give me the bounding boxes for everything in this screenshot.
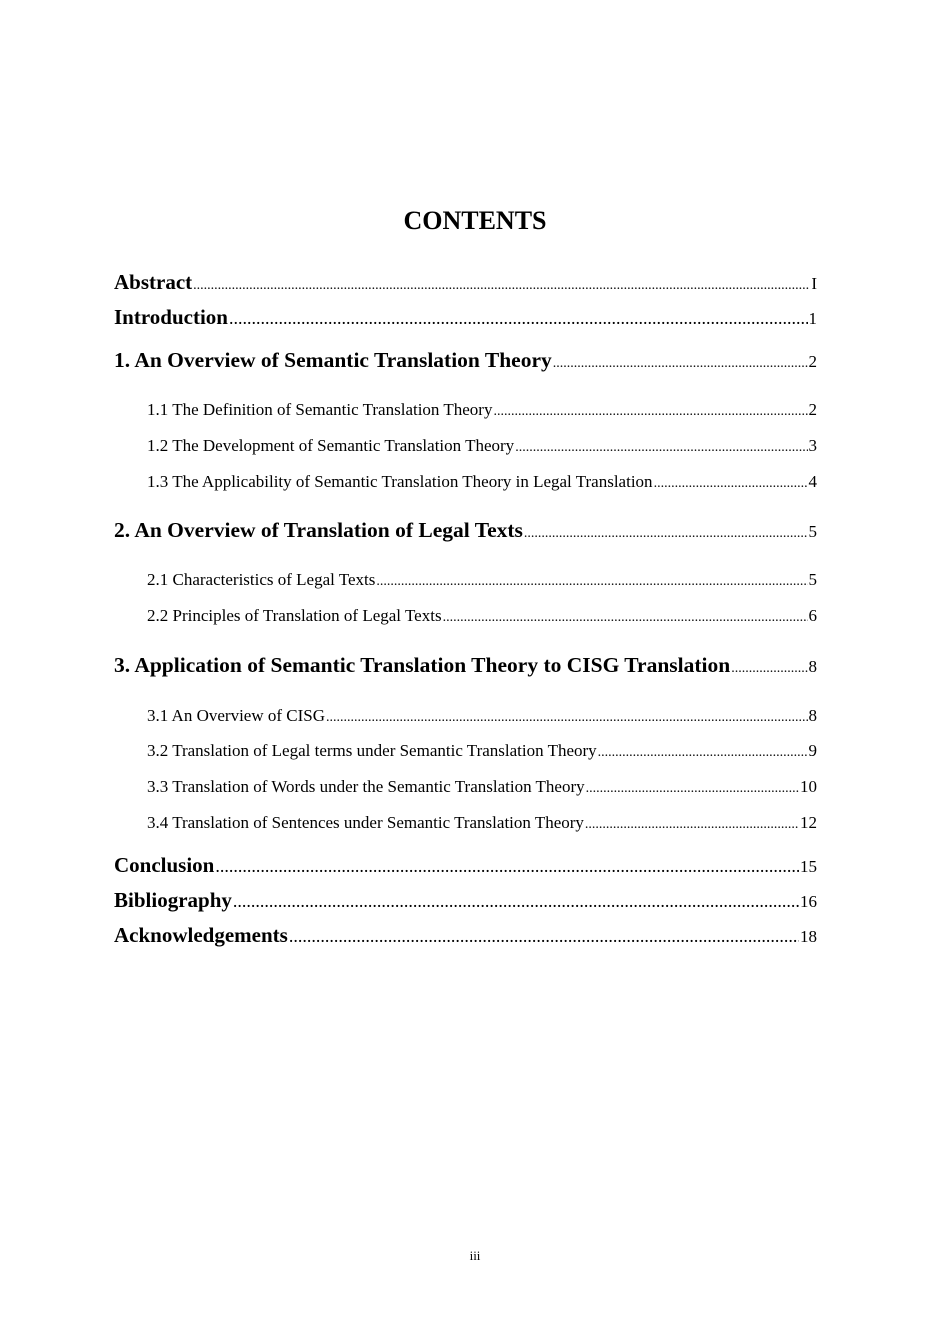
toc-entry-title: 3.1 An Overview of CISG bbox=[147, 706, 326, 725]
toc-entry-introduction[interactable] bbox=[114, 305, 817, 330]
dot-leader bbox=[233, 891, 799, 912]
toc-entry-chapter-2[interactable] bbox=[114, 518, 817, 543]
toc-entry-page: 5 bbox=[808, 522, 817, 541]
dot-leader bbox=[524, 526, 808, 542]
toc-entry-page: 2 bbox=[808, 400, 817, 419]
toc-entry-section-1-3[interactable] bbox=[147, 472, 817, 492]
toc-entry-page: 6 bbox=[808, 606, 817, 625]
dot-leader bbox=[326, 710, 807, 726]
toc-entry-page: 8 bbox=[808, 706, 817, 725]
toc-entry-section-2-1[interactable] bbox=[147, 570, 817, 590]
toc-entry-page: 5 bbox=[808, 570, 817, 589]
toc-entry-page: 12 bbox=[800, 813, 817, 832]
toc-entry-section-3-4[interactable] bbox=[147, 813, 817, 833]
toc-entry-page: 2 bbox=[808, 352, 817, 371]
dot-leader bbox=[289, 926, 799, 947]
dot-leader bbox=[215, 856, 799, 877]
dot-leader bbox=[443, 610, 808, 626]
toc-entry-section-3-1[interactable] bbox=[147, 706, 817, 726]
toc-entry-chapter-1[interactable] bbox=[114, 348, 817, 373]
toc-entry-conclusion[interactable] bbox=[114, 853, 817, 878]
toc-entry-acknowledgements[interactable] bbox=[114, 923, 817, 948]
toc-entry-page: 15 bbox=[800, 857, 817, 876]
toc-entry-section-1-1[interactable] bbox=[147, 400, 817, 420]
dot-leader bbox=[229, 308, 808, 329]
toc-entry-title: 1.1 The Definition of Semantic Translation Theory bbox=[147, 400, 493, 419]
toc-entry-section-3-3[interactable] bbox=[147, 777, 817, 797]
dot-leader bbox=[515, 440, 807, 456]
toc-entry-title: 3. Application of Semantic Translation Theory to CISG Translation bbox=[114, 653, 731, 677]
dot-leader bbox=[731, 661, 807, 677]
toc-entry-title: 3.2 Translation of Legal terms under Semantic Translation Theory bbox=[147, 741, 597, 760]
toc-entry-title: 3.3 Translation of Words under the Semantic Translation Theory bbox=[147, 777, 585, 796]
toc-entry-page: 1 bbox=[808, 309, 817, 328]
page-title: CONTENTS bbox=[403, 206, 547, 235]
toc-entry-title: Acknowledgements bbox=[114, 923, 288, 947]
toc-entry-abstract[interactable] bbox=[114, 270, 817, 295]
toc-entry-chapter-3[interactable] bbox=[114, 653, 817, 678]
toc-entry-page: 8 bbox=[808, 657, 817, 676]
toc-entry-section-2-2[interactable] bbox=[147, 606, 817, 626]
toc-entry-title: Conclusion bbox=[114, 853, 215, 877]
toc-entry-title: 1.3 The Applicability of Semantic Translation Theory in Legal Translation bbox=[147, 472, 653, 491]
toc-entry-title: 2.2 Principles of Translation of Legal Texts bbox=[147, 606, 442, 625]
dot-leader bbox=[585, 817, 799, 833]
toc-entry-title: Abstract bbox=[114, 270, 193, 294]
toc-entry-title: 1. An Overview of Semantic Translation Theory bbox=[114, 348, 552, 372]
toc-entry-bibliography[interactable] bbox=[114, 888, 817, 913]
toc-entry-page: 3 bbox=[808, 436, 817, 455]
toc-entry-section-3-2[interactable] bbox=[147, 741, 817, 761]
toc-entry-title: 3.4 Translation of Sentences under Semantic Translation Theory bbox=[147, 813, 584, 832]
toc-entry-title: 2. An Overview of Translation of Legal Texts bbox=[114, 518, 523, 542]
toc-entry-page: 10 bbox=[800, 777, 817, 796]
toc-entry-title: Introduction bbox=[114, 305, 228, 329]
dot-leader bbox=[553, 356, 808, 372]
toc-entry-page: I bbox=[811, 274, 817, 293]
toc-entry-page: 9 bbox=[808, 741, 817, 760]
dot-leader bbox=[193, 278, 810, 294]
toc-entry-page: 4 bbox=[808, 472, 817, 491]
toc-entry-title: Bibliography bbox=[114, 888, 232, 912]
toc-entry-title: 2.1 Characteristics of Legal Texts bbox=[147, 570, 376, 589]
page-number: iii bbox=[469, 1248, 481, 1263]
dot-leader bbox=[493, 404, 807, 420]
dot-leader bbox=[654, 476, 808, 492]
dot-leader bbox=[598, 745, 808, 761]
dot-leader bbox=[586, 781, 799, 797]
toc-entry-page: 16 bbox=[800, 892, 817, 911]
toc-entry-section-1-2[interactable] bbox=[147, 436, 817, 456]
dot-leader bbox=[376, 574, 807, 590]
toc-entry-page: 18 bbox=[800, 927, 817, 946]
toc-entry-title: 1.2 The Development of Semantic Translation Theory bbox=[147, 436, 515, 455]
